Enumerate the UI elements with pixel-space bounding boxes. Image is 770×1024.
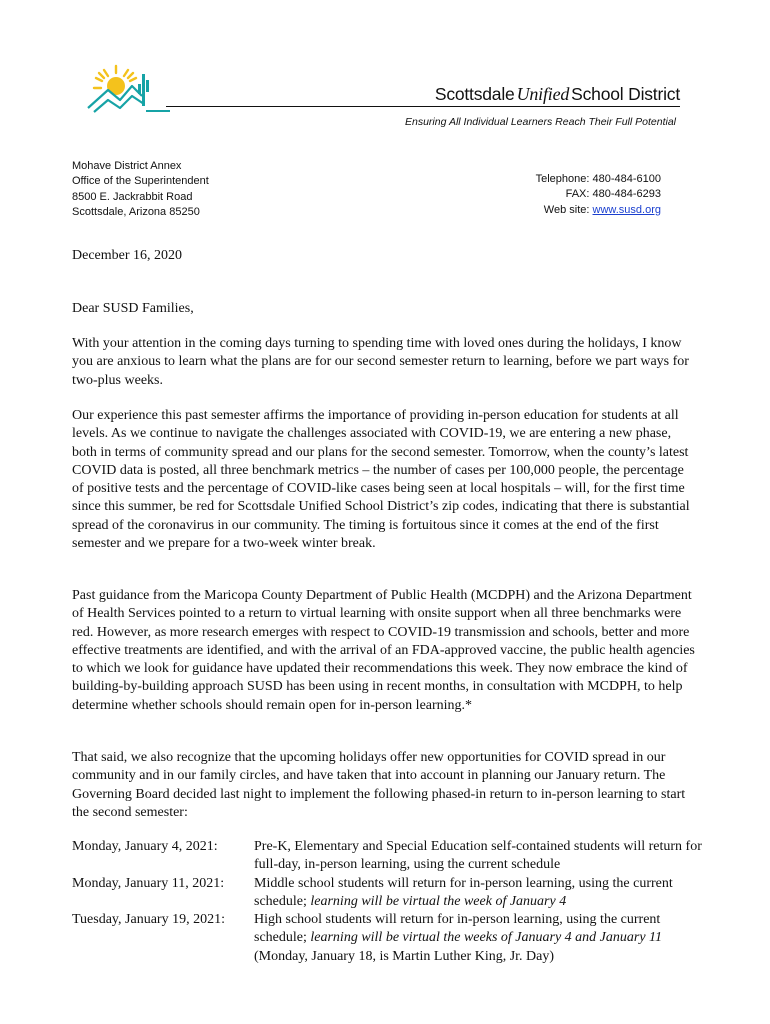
website <box>536 203 661 218</box>
schedule-text-note: learning will be virtual the week of January 4 <box>310 894 567 910</box>
address-line: 8500 E. Jackrabbit Road <box>72 190 193 203</box>
paragraph-3: Past guidance from the Maricopa County Department of Public Health (MCDPH) and the Arizona Department of Health Services pointed to a return to virtual learning with onsite support when all three benchmarks were red. However, as more research emerges with respect to COVID-19 transmission and schools, better and more effective treatments are identified, and with the arrival of an FDA-approved vaccine, the public health agencies to which we look for guidance have updated their recommendations this week. They now embrace the kind of building-by-building approach SUSD has been using in recent months, in consultation with MCDPH, to help determine whether schools should remain open for in-person learning.* <box>72 588 695 713</box>
header-rule <box>166 106 680 107</box>
paragraph-4: That said, we also recognize that the upcoming holidays offer new opportunities for COVID spread in our community and in our family circles, and have taken that into account in planning our January return. The Governing Board decided last night to implement the following phased-in return to in-person learning to start the second semester: <box>72 750 686 820</box>
brand-left: Scottsdale <box>434 84 515 104</box>
schedule-text: Pre-K, Elementary and Special Education self-contained students will return for full-day, in-person learning, using the current schedule <box>254 839 702 873</box>
website-link[interactable]: www.susd.org <box>592 203 661 216</box>
fax: FAX: 480-484-6293 <box>565 188 661 201</box>
logo-baseline <box>146 110 170 112</box>
paragraph-2: Our experience this past semester affirms the importance of providing in-person education for students at all levels. As we continue to navigate the challenges associated with COVID-19, we are entering a new phase, both in terms of community spread and our plans for the second semester. Tomorrow, when the county’s latest COVID data is posted, all three benchmark metrics – the number of cases per 100,000 people, the percentage of positive tests and the percentage of COVID-like cases being seen at local hospitals – will, for the first time since this summer, be red for Scottsdale Unified School District’s zip codes, indicating that there is substantial spread of the coronavirus in our community. The timing is fortuitous since it comes at the end of the first semester and we prepare for a two-week winter break. <box>72 408 690 552</box>
district-logo <box>86 64 170 114</box>
schedule-text <box>254 911 714 966</box>
address-line: Mohave District Annex <box>72 160 182 172</box>
schedule-date: Monday, January 11, 2021: <box>72 876 225 891</box>
schedule-text-note: learning will be virtual the weeks of January 4 and January 11 <box>310 930 663 946</box>
brand-right: School District <box>571 84 680 104</box>
paragraph-1: With your attention in the coming days turning to spending time with loved ones during the holidays, I know you are anxious to learn what the plans are for our second semester return to learning, before we part ways for two-plus weeks. <box>72 336 689 388</box>
address-block <box>72 159 209 220</box>
schedule-text-main: High school students will return for in-person learning, using the current schedule; <box>254 912 661 946</box>
schedule-date: Tuesday, January 19, 2021: <box>72 912 225 927</box>
salutation: Dear SUSD Families, <box>72 301 194 316</box>
letter-date: December 16, 2020 <box>72 248 183 263</box>
website-label: Web site: <box>543 203 593 216</box>
schedule-text-after: (Monday, January 18, is Martin Luther King, Jr. Day) <box>254 948 555 964</box>
schedule-date: Monday, January 4, 2021: <box>72 839 218 854</box>
brand-unified: Unified <box>516 84 570 104</box>
district-name <box>435 84 680 105</box>
contact-block <box>536 172 661 218</box>
telephone: Telephone: 480-484-6100 <box>535 173 661 185</box>
address-line: Office of the Superintendent <box>72 175 209 188</box>
schedule-text <box>254 875 714 912</box>
tagline: Ensuring All Individual Learners Reach Their Full Potential <box>404 116 676 128</box>
sun-icon <box>94 66 136 95</box>
schedule-text-main: Middle school students will return for in-person learning, using the current schedule; <box>254 876 673 910</box>
address-line: Scottsdale, Arizona 85250 <box>72 205 200 218</box>
